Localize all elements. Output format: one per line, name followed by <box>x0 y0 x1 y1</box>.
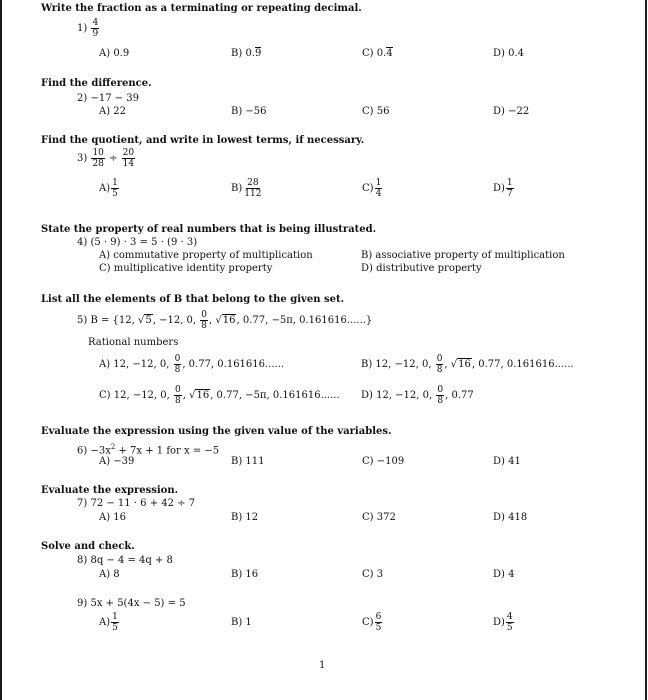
answer-option-c[interactable]: C) $\frac{6}{5}$ <box>362 612 382 633</box>
answer-option-b[interactable]: B) −56 <box>231 106 267 117</box>
answer-option-d[interactable]: D) distributive property <box>361 263 482 274</box>
question-number: 1) <box>77 23 88 34</box>
subset-label: Rational numbers <box>88 337 179 348</box>
page-number: 1 <box>319 660 326 671</box>
question-3: 3) $\frac{10}{28}$ ÷ $\frac{20}{14}$ <box>77 148 135 169</box>
square-root: √16 <box>450 359 471 370</box>
section-heading: Find the quotient, and write in lowest terms, if necessary. <box>41 135 365 146</box>
answer-option-d[interactable]: D) $\frac{1}{7}$ <box>493 178 513 199</box>
fraction: $\frac{4}{9}$ <box>92 18 99 39</box>
question-9: 9) 5x + 5(4x − 5) = 5 <box>77 598 186 609</box>
question-1 <box>77 18 100 39</box>
answer-option-a[interactable]: A) 0.9 <box>99 48 130 59</box>
answer-option-d[interactable]: D) 12, −12, 0, $\frac{0}{8}$ , 0.77 <box>361 385 474 406</box>
answer-option-c[interactable]: C) $\frac{1}{4}$ <box>362 178 382 199</box>
square-root: √16 <box>215 315 236 326</box>
page-border-left <box>0 0 2 700</box>
answer-option-a[interactable]: A) −39 <box>99 456 135 467</box>
answer-option-c[interactable]: C) 56 <box>362 106 390 117</box>
question-2: 2) −17 − 39 <box>77 93 140 104</box>
section-heading: Find the difference. <box>41 78 152 89</box>
answer-option-b[interactable]: B) 12, −12, 0, $\frac{0}{8}$ , √16, 0.77, 0.161616...... <box>361 354 574 375</box>
answer-option-b[interactable]: B) 1 <box>231 617 252 628</box>
answer-option-a[interactable]: A) 22 <box>99 106 127 117</box>
answer-option-c[interactable]: C) 0.4 <box>362 48 393 59</box>
repeating-digit: 9 <box>254 48 262 59</box>
answer-option-c[interactable]: C) −109 <box>362 456 405 467</box>
section-heading: Evaluate the expression using the given value of the variables. <box>41 426 392 437</box>
answer-option-c[interactable]: C) 372 <box>362 512 396 523</box>
answer-option-c[interactable]: C) 3 <box>362 569 384 580</box>
answer-option-a[interactable]: A) $\frac{1}{5}$ <box>99 178 118 199</box>
fraction: $\frac{20}{14}$ <box>122 148 135 169</box>
square-root: √5 <box>137 315 152 326</box>
answer-option-a[interactable]: A) 12, −12, 0, $\frac{0}{8}$ , 0.77, 0.161616...... <box>99 354 285 375</box>
answer-option-d[interactable]: D) 0.4 <box>493 48 525 59</box>
answer-option-a[interactable]: A) 16 <box>99 512 127 523</box>
answer-option-d[interactable]: D) 418 <box>493 512 528 523</box>
answer-option-d[interactable]: D) −22 <box>493 106 530 117</box>
answer-option-b[interactable]: B) 12 <box>231 512 259 523</box>
question-5: 5) B = {12, √5, −12, 0, $\frac{0}{8}$ , √16, 0.77, −5π, 0.161616......} <box>77 310 373 331</box>
answer-option-b[interactable]: B) 0.9 <box>231 48 262 59</box>
answer-option-c[interactable]: C) multiplicative identity property <box>99 263 273 274</box>
answer-option-b[interactable]: B) 16 <box>231 569 259 580</box>
square-root: √16 <box>189 390 210 401</box>
section-heading: Write the fraction as a terminating or repeating decimal. <box>41 3 362 14</box>
question-7: 7) 72 − 11 · 6 + 42 ÷ 7 <box>77 498 196 509</box>
section-heading: Evaluate the expression. <box>41 485 179 496</box>
section-heading: List all the elements of B that belong to the given set. <box>41 294 345 305</box>
question-4: 4) (5 · 9) · 3 = 5 · (9 · 3) <box>77 237 198 248</box>
repeating-digit: 4 <box>386 48 393 59</box>
answer-option-b[interactable]: B) 111 <box>231 456 265 467</box>
section-heading: State the property of real numbers that is being illustrated. <box>41 224 377 235</box>
question-8: 8) 8q − 4 = 4q + 8 <box>77 555 173 566</box>
page-border-right <box>645 0 647 700</box>
answer-option-b[interactable]: B) $\frac{28}{112}$ <box>231 178 262 199</box>
answer-option-c[interactable]: C) 12, −12, 0, $\frac{0}{8}$ , √16, 0.77, −5π, 0.161616...... <box>99 385 340 406</box>
answer-option-a[interactable]: A) 8 <box>99 569 120 580</box>
fraction: $\frac{10}{28}$ <box>92 148 104 169</box>
answer-option-d[interactable]: D) 4 <box>493 569 515 580</box>
answer-option-a[interactable]: A) commutative property of multiplication <box>99 250 313 261</box>
question-6: $6) -3x^2 + 7x + 1$ for x = −5 <box>77 443 220 457</box>
section-heading: Solve and check. <box>41 541 135 552</box>
answer-option-b[interactable]: B) associative property of multiplication <box>361 250 565 261</box>
answer-option-d[interactable]: D) $\frac{4}{5}$ <box>493 612 513 633</box>
answer-option-d[interactable]: D) 41 <box>493 456 521 467</box>
answer-option-a[interactable]: A) $\frac{1}{5}$ <box>99 612 118 633</box>
